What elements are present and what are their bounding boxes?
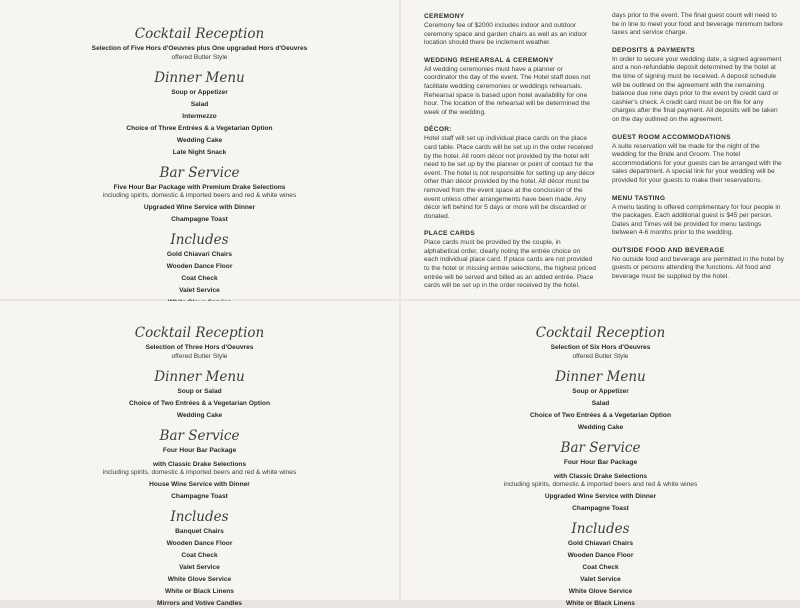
- policy-heading: OUTSIDE FOOD AND BEVERAGE: [612, 246, 725, 254]
- section-title: Includes: [571, 521, 630, 537]
- policy-heading: CEREMONY: [424, 13, 465, 20]
- menu-item: Gold Chiavari Chairs: [567, 540, 634, 547]
- dinner-section: [401, 369, 800, 432]
- menu-item: Late Night Snack: [172, 149, 227, 156]
- menu-item: Soup or Appetizer: [171, 89, 228, 96]
- menu-note: offered Butler Style: [171, 54, 228, 61]
- menu-note: offered Butler Style: [171, 353, 228, 360]
- menu-item: Upgraded Wine Service with Dinner: [544, 493, 657, 500]
- section-title: Bar Service: [560, 440, 641, 456]
- bar-section: [0, 428, 399, 501]
- policy-text: Hotel staff will set up individual place cards on the place card table. Place cards will be set up in the order received by the hotel. All room décor not provided by the hotel will need to be set up by the planner or point of contact for the event. The hotel is not responsible for setting up any décor other than décor provided by the hotel. All décor must be removed from the event space at the conclusion of the event unless other arrangements have been made. Any décor left behind for 5 days or more will be discarded or donated.: [424, 135, 596, 220]
- bar-section: [401, 440, 800, 513]
- menu-item: Selection of Six Hors d'Oeuvres: [550, 344, 651, 351]
- section-title: Cocktail Reception: [134, 26, 265, 42]
- cocktail-section: [0, 325, 399, 361]
- policy-text: A suite reservation will be made for the night of the wedding for the Bride and Groom. The hotel accommodations for your guests can be arranged with the sales department. A special link for your wedding will be provided for your guests to make their reservations.: [612, 142, 782, 184]
- policy-heading: DEPOSITS & PAYMENTS: [612, 46, 696, 54]
- menu-item: Wooden Dance Floor: [166, 263, 233, 270]
- policy-text: Ceremony fee of $2000 includes indoor and outdoor ceremony space and garden chairs as well as an indoor location should there be inclement weather.: [424, 22, 588, 47]
- policy-heading: WEDDING REHEARSAL & CEREMONY: [424, 56, 554, 64]
- menu-item: Choice of Two Entrées & a Vegetarian Option: [530, 412, 671, 419]
- menu-item: Valet Service: [179, 287, 220, 294]
- menu-item: Banquet Chairs: [175, 528, 224, 535]
- policy-heading: PLACE CARDS: [424, 230, 475, 238]
- menu-item: House Wine Service with Dinner: [149, 481, 250, 488]
- menu-note: offered Butler Style: [572, 353, 629, 360]
- bar-section: [0, 165, 399, 224]
- section-title: Dinner Menu: [154, 70, 245, 86]
- menu-item: Valet Service: [580, 576, 621, 583]
- policy-text: In order to secure your wedding date, a signed agreement and a non-refundable deposit determined by the hotel at the time of signing must be received. A deposit schedule will be outlined on the agreement with the remaining balance due nine days prior to the event by credit card or cashier's check. A credit card must be on file for any charges after the final payment. All deposits will be taken on the day outlined on the agreement.: [612, 55, 782, 123]
- section-title: Includes: [170, 232, 229, 248]
- menu-item: with Classic Drake Selections: [152, 461, 247, 468]
- section-title: Includes: [170, 509, 229, 525]
- menu-item: White Glove Service: [568, 588, 633, 595]
- menu-item: Four Hour Bar Package: [563, 459, 638, 466]
- menu-item: Wooden Dance Floor: [166, 540, 233, 547]
- menu-item: Valet Service: [179, 564, 220, 571]
- section-title: Bar Service: [159, 428, 240, 444]
- section-title: Cocktail Reception: [535, 325, 666, 341]
- menu-note: including spirits, domestic & imported beers and red & white wines: [503, 481, 698, 488]
- menu-panel-top-left: [0, 0, 399, 299]
- policy-text: No outside food and beverage are permitted in the hotel by guests or persons attending the functions. All food and beverage must be supplied by the hotel.: [612, 255, 784, 281]
- dinner-section: [0, 70, 399, 157]
- menu-item: Five Hour Bar Package with Premium Drake Selections: [113, 184, 286, 191]
- menu-item: Champagne Toast: [572, 505, 629, 512]
- section-title: Cocktail Reception: [134, 325, 265, 341]
- cocktail-section: [0, 26, 399, 62]
- menu-item: Wooden Dance Floor: [567, 552, 634, 559]
- menu-item: Wedding Cake: [176, 137, 223, 144]
- policy-heading: GUEST ROOM ACCOMMODATIONS: [612, 133, 731, 141]
- menu-item: White Glove Service: [167, 576, 232, 583]
- policy-text: Place cards must be provided by the couple, in alphabetical order, clearly noting the entrée choice on each individual place card. If place cards are not provided to the hotel or missing entrée selections, the highest priced entrée will be served and billed as an added entrée. Place cards will be set up in the order received by the hotel.: [424, 239, 596, 290]
- policy-text: A menu tasting is offered complimentary for four people in the packages. Each additional guest is $45 per person. Dates and Times will be provided for menu tastings between 4-6 months prior to the wedding.: [612, 203, 781, 237]
- includes-section: [0, 509, 399, 608]
- menu-item: Champagne Toast: [171, 493, 228, 500]
- menu-item: Gold Chiavari Chairs: [166, 251, 233, 258]
- menu-item: Wedding Cake: [577, 424, 624, 431]
- menu-note: including spirits, domestic & imported beers and red & white wines: [102, 192, 297, 199]
- menu-item: White or Black Linens: [165, 588, 234, 595]
- menu-item: Choice of Three Entrées & a Vegetarian Option: [126, 125, 273, 132]
- menu-item: Coat Check: [181, 275, 218, 282]
- menu-item: Soup or Appetizer: [572, 388, 629, 395]
- dinner-section: [0, 369, 399, 420]
- includes-section: [401, 521, 800, 608]
- policy-text: All wedding ceremonies must have a planner or coordinator the day of the event. The Hotel staff does not facilitate wedding ceremonies or weddings rehearsals. Rehearsal space is based upon hotel availability for one hour. The location of the rehearsal will be determined the week of the wedding.: [424, 65, 591, 116]
- menu-item: Intermezzo: [182, 113, 217, 120]
- menu-item: with Classic Drake Selections: [553, 473, 648, 480]
- cocktail-section: [401, 325, 800, 361]
- menu-item: Salad: [190, 101, 209, 108]
- menu-note: including spirits, domestic & imported beers and red & white wines: [102, 469, 297, 476]
- menu-item: Soup or Salad: [177, 388, 222, 395]
- menu-item: Choice of Two Entrées & a Vegetarian Option: [129, 400, 270, 407]
- policies-column-left: [424, 12, 596, 299]
- policy-heading: DÉCOR:: [424, 126, 452, 134]
- policies-panel: [401, 0, 800, 299]
- includes-section: [0, 232, 399, 307]
- menu-item: Coat Check: [582, 564, 619, 571]
- menu-item: Four Hour Bar Package: [162, 447, 237, 454]
- menu-panel-bottom-right: [401, 301, 800, 607]
- menu-item: White or Black Linens: [566, 600, 635, 607]
- menu-item: Selection of Five Hors d'Oeuvres plus One upgraded Hors d'Oeuvres: [91, 45, 308, 52]
- menu-item: Upgraded Wine Service with Dinner: [143, 204, 256, 211]
- menu-item: Wedding Cake: [176, 412, 223, 419]
- policy-heading: MENU TASTING: [612, 194, 666, 202]
- menu-item: Salad: [591, 400, 610, 407]
- section-title: Dinner Menu: [555, 369, 646, 385]
- menu-item: Champagne Toast: [171, 216, 228, 223]
- menu-item: Coat Check: [181, 552, 218, 559]
- policy-text: days prior to the event. The final guest count will need to be in line to meet your food and beverage minimum before taxes and service charge.: [612, 12, 783, 37]
- menu-panel-bottom-left: [0, 301, 399, 607]
- menu-item: Selection of Three Hors d'Oeuvres: [145, 344, 254, 351]
- section-title: Dinner Menu: [154, 369, 245, 385]
- section-title: Bar Service: [159, 165, 240, 181]
- policies-column-right: [612, 12, 784, 299]
- menu-item: Mirrors and Votive Candles: [157, 600, 242, 607]
